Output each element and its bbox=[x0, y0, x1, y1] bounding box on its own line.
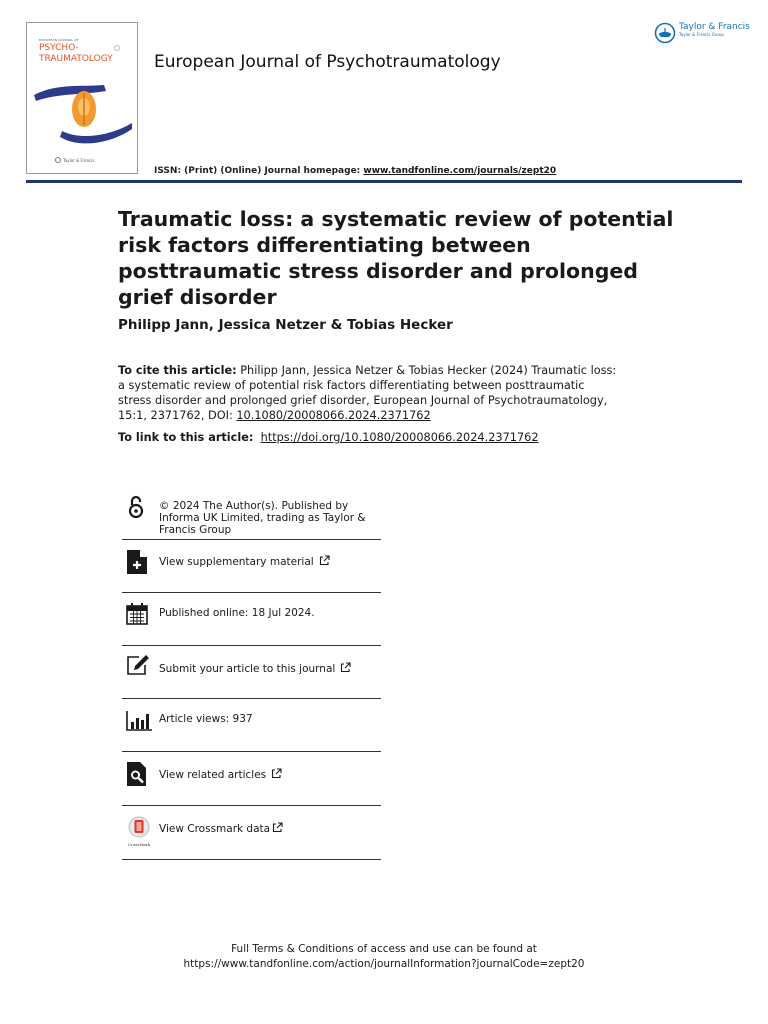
edit-icon bbox=[126, 654, 150, 676]
journal-title: European Journal of Psychotraumatology bbox=[154, 52, 501, 72]
header-divider bbox=[26, 180, 742, 183]
submit-row[interactable] bbox=[122, 646, 381, 699]
published-date: Published online: 18 Jul 2024. bbox=[159, 607, 315, 619]
external-link-icon bbox=[271, 768, 282, 779]
related-row[interactable] bbox=[122, 752, 381, 806]
crossmark-link[interactable]: View Crossmark data bbox=[159, 822, 384, 835]
article-views: Article views: 937 bbox=[159, 713, 253, 725]
supplementary-file-icon bbox=[126, 550, 148, 574]
bar-chart-icon bbox=[126, 711, 152, 731]
publisher-name: Taylor & Francis bbox=[679, 22, 750, 32]
cover-small-text: EUROPEAN JOURNAL OF bbox=[39, 38, 79, 42]
citation bbox=[118, 363, 618, 423]
article-doi-url[interactable]: https://doi.org/10.1080/20008066.2024.2371762 bbox=[260, 431, 539, 444]
external-link-icon bbox=[319, 555, 330, 566]
open-access-icon bbox=[126, 495, 146, 519]
crossmark-badge-text: CrossMark bbox=[127, 842, 151, 847]
views-row bbox=[122, 699, 381, 752]
issn-line bbox=[154, 166, 556, 176]
open-access-text: © 2024 The Author(s). Published by Informa UK Limited, trading as Taylor & Francis Group bbox=[159, 500, 366, 536]
publisher-group: Taylor & Francis Group bbox=[679, 32, 724, 37]
cover-title: PSYCHO- TRAUMATOLOGY bbox=[39, 43, 113, 64]
article-title: Traumatic loss: a systematic review of potential risk factors differentiating between posttraumatic stress disorder and prolonged grief disorder bbox=[118, 207, 674, 309]
calendar-icon bbox=[126, 603, 148, 625]
external-link-icon bbox=[272, 822, 283, 833]
citation-text: Philipp Jann, Jessica Netzer & Tobias Hecker (2024) Traumatic loss: a systematic review of potential risk factors differentiating between posttraumatic stress disorder and prolonged grief disorder, European Journal of Psychotraumatology, 15:1, 2371762, DOI: bbox=[118, 364, 617, 422]
crossmark-logo-icon bbox=[128, 816, 150, 838]
terms-footer bbox=[0, 942, 768, 972]
journal-homepage-link[interactable]: www.tandfonline.com/journals/zept20 bbox=[363, 166, 557, 176]
supplementary-row[interactable] bbox=[122, 540, 381, 593]
crossmark-icon bbox=[126, 816, 152, 847]
article-authors: Philipp Jann, Jessica Netzer & Tobias Hecker bbox=[118, 317, 453, 333]
cover-badge bbox=[114, 45, 120, 51]
cover-publisher-icon bbox=[55, 157, 61, 163]
article-metadata bbox=[122, 492, 381, 860]
article-link bbox=[118, 431, 539, 444]
publisher-logo-icon bbox=[654, 22, 676, 44]
published-row bbox=[122, 593, 381, 646]
terms-url[interactable]: https://www.tandfonline.com/action/journalInformation?journalCode=zept20 bbox=[183, 958, 585, 970]
related-articles-link[interactable]: View related articles bbox=[159, 768, 384, 781]
terms-line: Full Terms & Conditions of access and use can be found at bbox=[231, 943, 537, 955]
cover-publisher: Taylor & Francis bbox=[63, 158, 95, 163]
open-access-row bbox=[122, 492, 381, 540]
article-link-label: To link to this article: bbox=[118, 431, 254, 444]
external-link-icon bbox=[340, 662, 351, 673]
crossmark-row[interactable] bbox=[122, 806, 381, 860]
search-document-icon bbox=[126, 762, 148, 786]
publisher-logo bbox=[654, 22, 750, 44]
submit-article-link[interactable]: Submit your article to this journal bbox=[159, 662, 384, 675]
citation-doi-link[interactable]: 10.1080/20008066.2024.2371762 bbox=[236, 409, 431, 422]
journal-cover bbox=[26, 22, 138, 174]
citation-label: To cite this article: bbox=[118, 364, 237, 377]
supplementary-link[interactable]: View supplementary material bbox=[159, 555, 384, 568]
issn-label: ISSN: (Print) (Online) Journal homepage: bbox=[154, 166, 361, 176]
cover-artwork bbox=[32, 73, 134, 155]
